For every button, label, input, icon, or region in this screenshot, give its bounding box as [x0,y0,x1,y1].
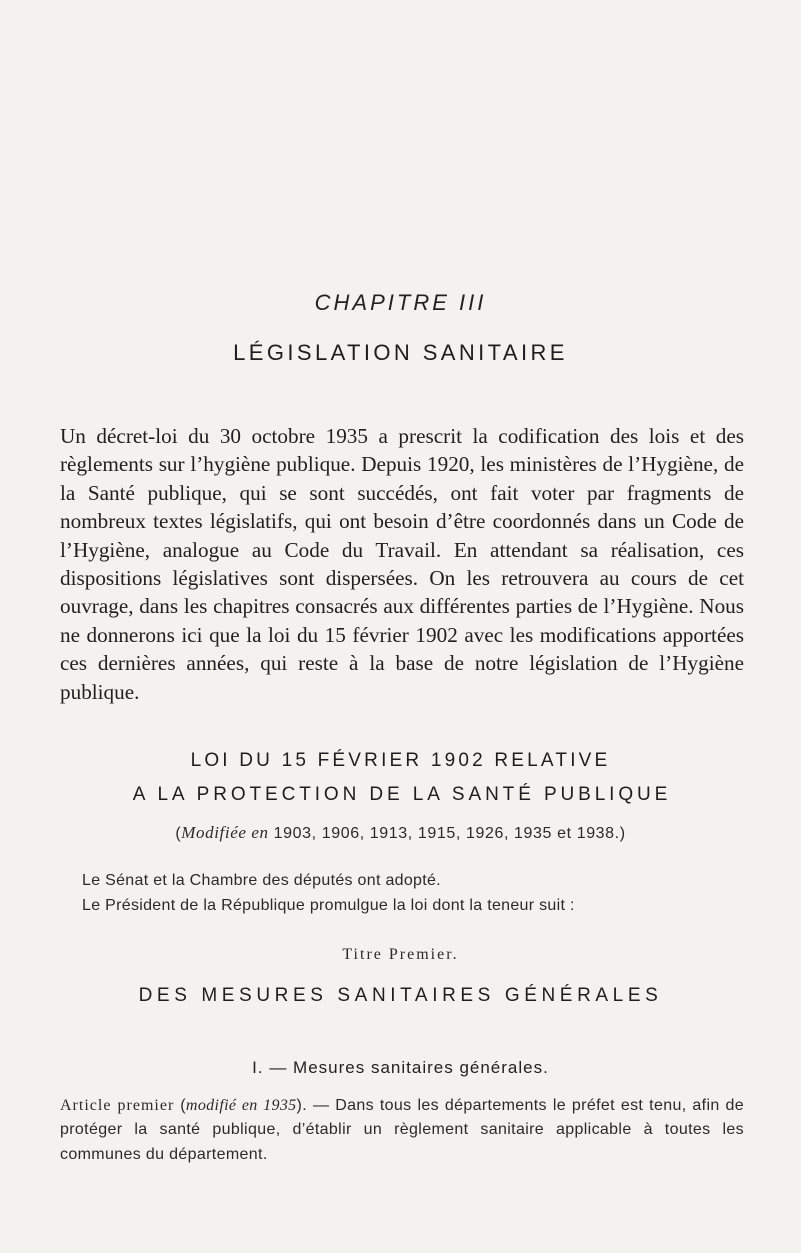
modification-prefix: Modifiée en [181,823,269,842]
intro-paragraph: Un décret-loi du 30 octobre 1935 a prescrit la codification des lois et des règlements sur l’hygiène publique. Depuis 1920, les ministères de l’Hygiène, de la Santé publique, qui se sont succédés, ont fait voter par fragments de nombreux textes législatifs, qui ont besoin d’être coordonnés dans un Code de l’Hygiène, analogue au Code du Travail. En attendant sa réalisation, ces dispositions législatives sont dispersées. On les retrouvera au cours de cet ouvrage, dans les chapitres consacrés aux différentes parties de l’Hygiène. Nous ne donnerons ici que la loi du 15 février 1902 avec les modifications apportées ces dernières années, qui reste à la base de notre législation de l’Hygiène publique. [60,424,744,704]
preamble-line: Le Président de la République promulgue la loi dont la teneur suit : [82,897,575,914]
titre-heading [0,946,801,964]
subsection-heading: I. — Mesures sanitaires générales. [252,1058,549,1077]
chapter-heading: CHAPITRE III [314,290,487,315]
law-title-line-2: A LA PROTECTION DE LA SANTÉ PUBLIQUE [132,784,672,805]
article-text: — Dans tous les départements le préfet est tenu, afin de protéger la santé publique, d’établir un règlement sanitaire applicable à toutes les communes du département. [60,1097,745,1163]
titre-word: Premier. [388,946,459,963]
chapter-title: LÉGISLATION SANITAIRE [233,340,568,365]
modification-years: 1903, 1906, 1913, 1915, 1926, 1935 et 1938. [273,825,620,842]
article-label: Article premier [60,1097,175,1114]
titre-word: Titre [342,946,383,963]
section-title: DES MESURES SANITAIRES GÉNÉRALES [138,985,663,1006]
preamble [82,868,762,918]
article-paragraph: Article premier (modifié en 1935). — Dans tous les départements le préfet est tenu, afin de protéger la santé publique, d’établir un règlement sanitaire applicable à toutes les communes du département. [60,1097,745,1163]
modification-note: (Modifiée en 1903, 1906, 1913, 1915, 1926, 1935 et 1938.) [175,823,626,842]
preamble-line: Le Sénat et la Chambre des députés ont adopté. [82,872,441,889]
article-modified: modifié en 1935 [185,1097,297,1114]
law-title-line-1: LOI DU 15 FÉVRIER 1902 RELATIVE [190,750,611,771]
